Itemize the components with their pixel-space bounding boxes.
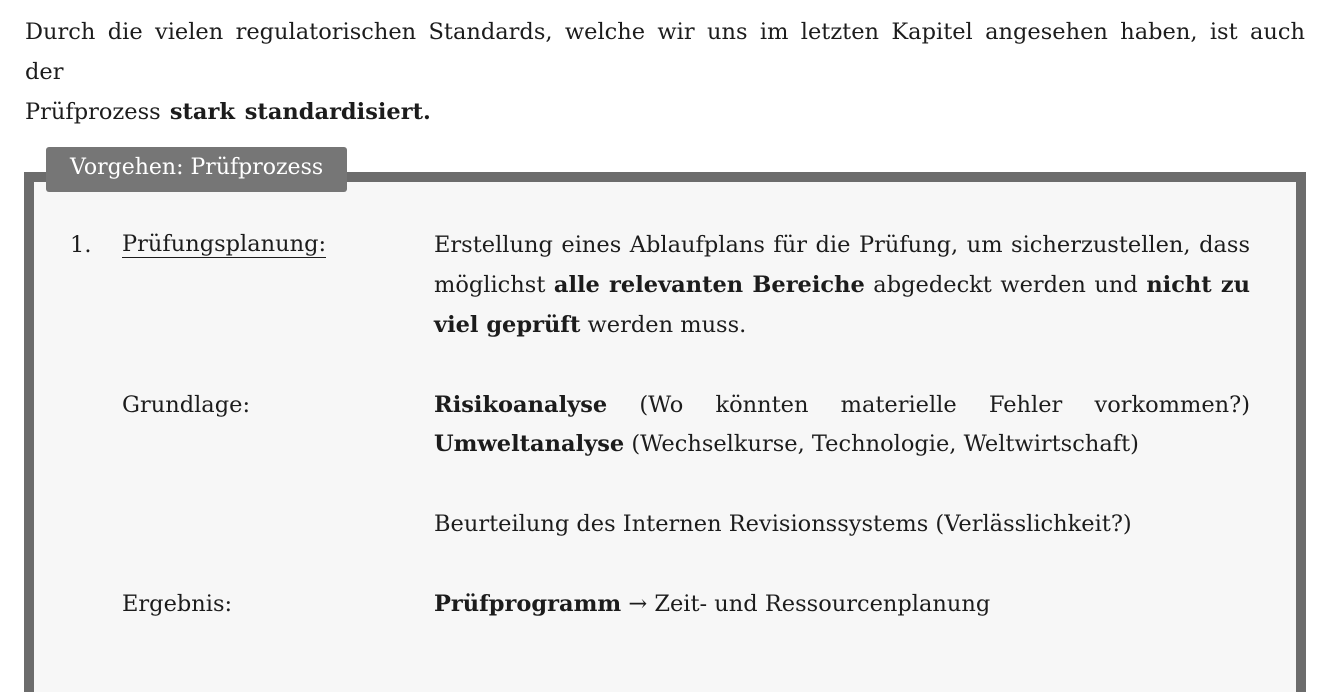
planning-text-3: werden muss. — [580, 312, 747, 338]
internal-audit-line: Beurteilung des Internen Revisionssystems (Verlässlichkeit?) — [434, 511, 1132, 537]
result-line — [434, 584, 1250, 624]
item-number: 1. — [70, 232, 92, 258]
result-bold: Prüfprogramm — [434, 591, 622, 617]
result-label: Ergebnis: — [122, 591, 233, 617]
intro-line-2 — [25, 92, 1305, 132]
environment-analysis-line — [434, 424, 1250, 464]
planning-label: Prüfungsplanung: — [122, 231, 327, 257]
planning-text-2: abgedeckt werden und — [864, 272, 1147, 298]
environment-analysis-bold: Umweltanalyse — [434, 431, 625, 457]
planning-description — [434, 225, 1250, 345]
basis-label: Grundlage: — [122, 392, 251, 418]
environment-analysis-text: (Wechselkurse, Technologie, Weltwirtschaft) — [624, 431, 1139, 457]
intro-text: Prüfprozess — [25, 99, 170, 125]
risk-analysis-line — [434, 385, 1250, 425]
result-text: Zeit- und Ressourcenplanung — [654, 591, 991, 617]
planning-bold-2: nicht zu viel geprüft — [434, 272, 1250, 338]
intro-paragraph — [25, 12, 1305, 132]
risk-analysis-text: (Wo könnten materielle Fehler vorkommen?) — [607, 392, 1250, 418]
right-arrow-icon: → — [621, 591, 655, 617]
intro-bold-text: stark standardisiert. — [169, 99, 431, 125]
risk-analysis-bold: Risikoanalyse — [434, 392, 608, 418]
intro-line-1: Durch die vielen regulatorischen Standards, welche wir uns im letzten Kapitel angesehen haben, ist auch der — [25, 19, 1305, 85]
planning-text-1: Erstellung eines Ablaufplans für die Prüfung, um sicherzustellen, dass möglichst — [434, 232, 1250, 298]
planning-bold-1: alle relevanten Bereiche — [553, 272, 865, 298]
box-title: Vorgehen: Prüfprozess — [46, 147, 347, 192]
